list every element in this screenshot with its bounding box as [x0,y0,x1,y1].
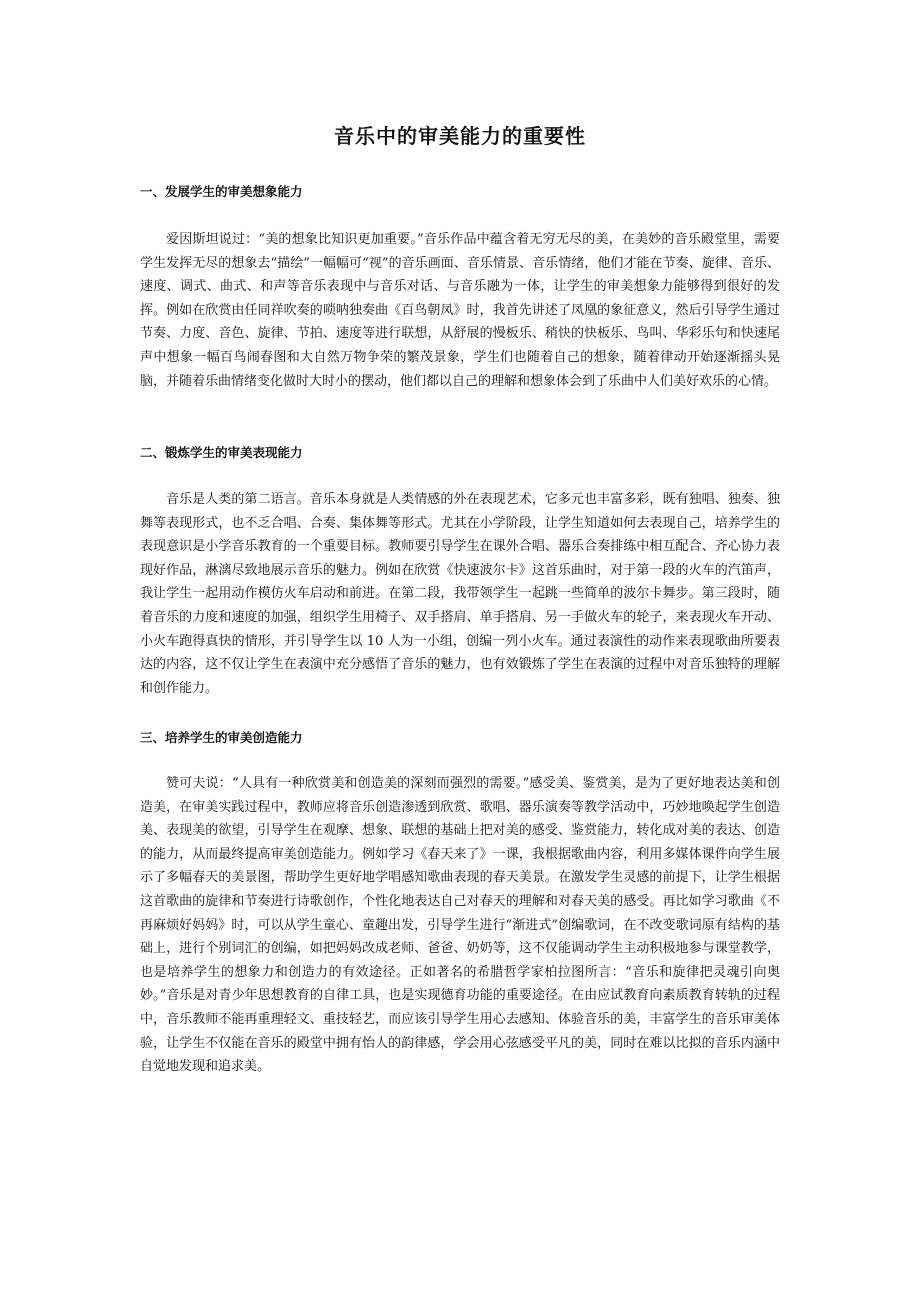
section-heading-3: 三、培养学生的审美创造能力 [140,730,303,745]
section-paragraph-2: 音乐是人类的第二语言。音乐本身就是人类情感的外在表现艺术，它多元也丰富多彩，既有独唱、独奏、独舞等表现形式，也不乏合唱、合奏、集体舞等形式。尤其在小学阶段，让学生知道如何去表现自己，培养学生的表现意识是小学音乐教育的一个重要目标。教师要引导学生在课外合唱、器乐合奏排练中相互配合、齐心协力表现好作品，淋漓尽致地展示音乐的魅力。例如在欣赏《快速波尔卡》这首乐曲时，对于第一段的火车的汽笛声，我让学生一起用动作模仿火车启动和前进。在第二段，我带领学生一起跳一些简单的波尔卡舞步。第三段时，随着音乐的力度和速度的加强，组织学生用椅子、双手搭肩、单手搭肩、另一手做火车的轮子，来表现火车开动、小火车跑得真快的情形，并引导学生以 10 人为一小组，创编一列小火车。通过表演性的动作来表现歌曲所要表达的内容，这不仅让学生在表演中充分感悟了音乐的魅力，也有效锻炼了学生在表演的过程中对音乐独特的理解和创作能力。 [140,492,780,696]
document-title: 音乐中的审美能力的重要性 [334,124,586,148]
section-heading-2: 二、锻炼学生的审美表现能力 [140,445,303,460]
section-heading-1: 一、发展学生的审美想象能力 [140,184,303,199]
section-paragraph-3: 赞可夫说：“人具有一种欣赏美和创造美的深刻而强烈的需要。”感受美、鉴赏美，是为了更好地表达美和创造美，在审美实践过程中，教师应将音乐创造渗透到欣赏、歌唱、器乐演奏等教学活动中，巧妙地唤起学生创造美、表现美的欲望，引导学生在观摩、想象、联想的基础上把对美的感受、鉴赏能力，转化成对美的表达、创造的能力，从而最终提高审美创造能力。例如学习《春天来了》一课，我根据歌曲内容，利用多媒体课件向学生展示了多幅春天的美景图，帮助学生更好地学唱感知歌曲表现的春天美景。在激发学生灵感的前提下，让学生根据这首歌曲的旋律和节奏进行诗歌创作，个性化地表达自己对春天的理解和对春天美的感受。再比如学习歌曲《不再麻烦好妈妈》时，可以从学生童心、童趣出发，引导学生进行“渐进式”创编歌词，在不改变歌词原有结构的基础上，进行个别词汇的创编，如把妈妈改成老师、爸爸、奶奶等，这不仅能调动学生主动积极地参与课堂教学，也是培养学生的想象力和创造力的有效途径。正如著名的希腊哲学家柏拉图所言：“音乐和旋律把灵魂引向奥妙。”音乐是对青少年思想教育的自律工具，也是实现德育功能的重要途径。在由应试教育向素质教育转轨的过程中，音乐教师不能再重理轻文、重技轻艺，而应该引导学生用心去感知、体验音乐的美，丰富学生的音乐审美体验，让学生不仅能在音乐的殿堂中拥有怡人的韵律感，学会用心弦感受平凡的美，同时在难以比拟的音乐内涵中自觉地发现和追求美。 [140,776,780,1075]
section-paragraph-1: 爱因斯坦说过：“美的想象比知识更加重要。”音乐作品中蕴含着无穷无尽的美，在美妙的音乐殿堂里，需要学生发挥无尽的想象去“描绘”一幅幅可“视”的音乐画面、音乐情景、音乐情绪，他们才能在节奏、旋律、音乐、速度、调式、曲式、和声等音乐表现中与音乐对话、与音乐融为一体，让学生的审美想象力能够得到很好的发挥。例如在欣赏由任同祥吹奏的唢呐独奏曲《百鸟朝凤》时，我首先讲述了凤凰的象征意义，然后引导学生通过节奏、力度、音色、旋律、节拍、速度等进行联想，从舒展的慢板乐、稍快的快板乐、鸟叫、华彩乐句和快速尾声中想象一幅百鸟闹春图和大自然万物争荣的繁茂景象，学生们也随着自己的想象，随着律动开始逐渐摇头晃脑，并随着乐曲情绪变化做时大时小的摆动，他们都以自己的理解和想象体会到了乐曲中人们美好欢乐的心情。 [140,232,780,389]
